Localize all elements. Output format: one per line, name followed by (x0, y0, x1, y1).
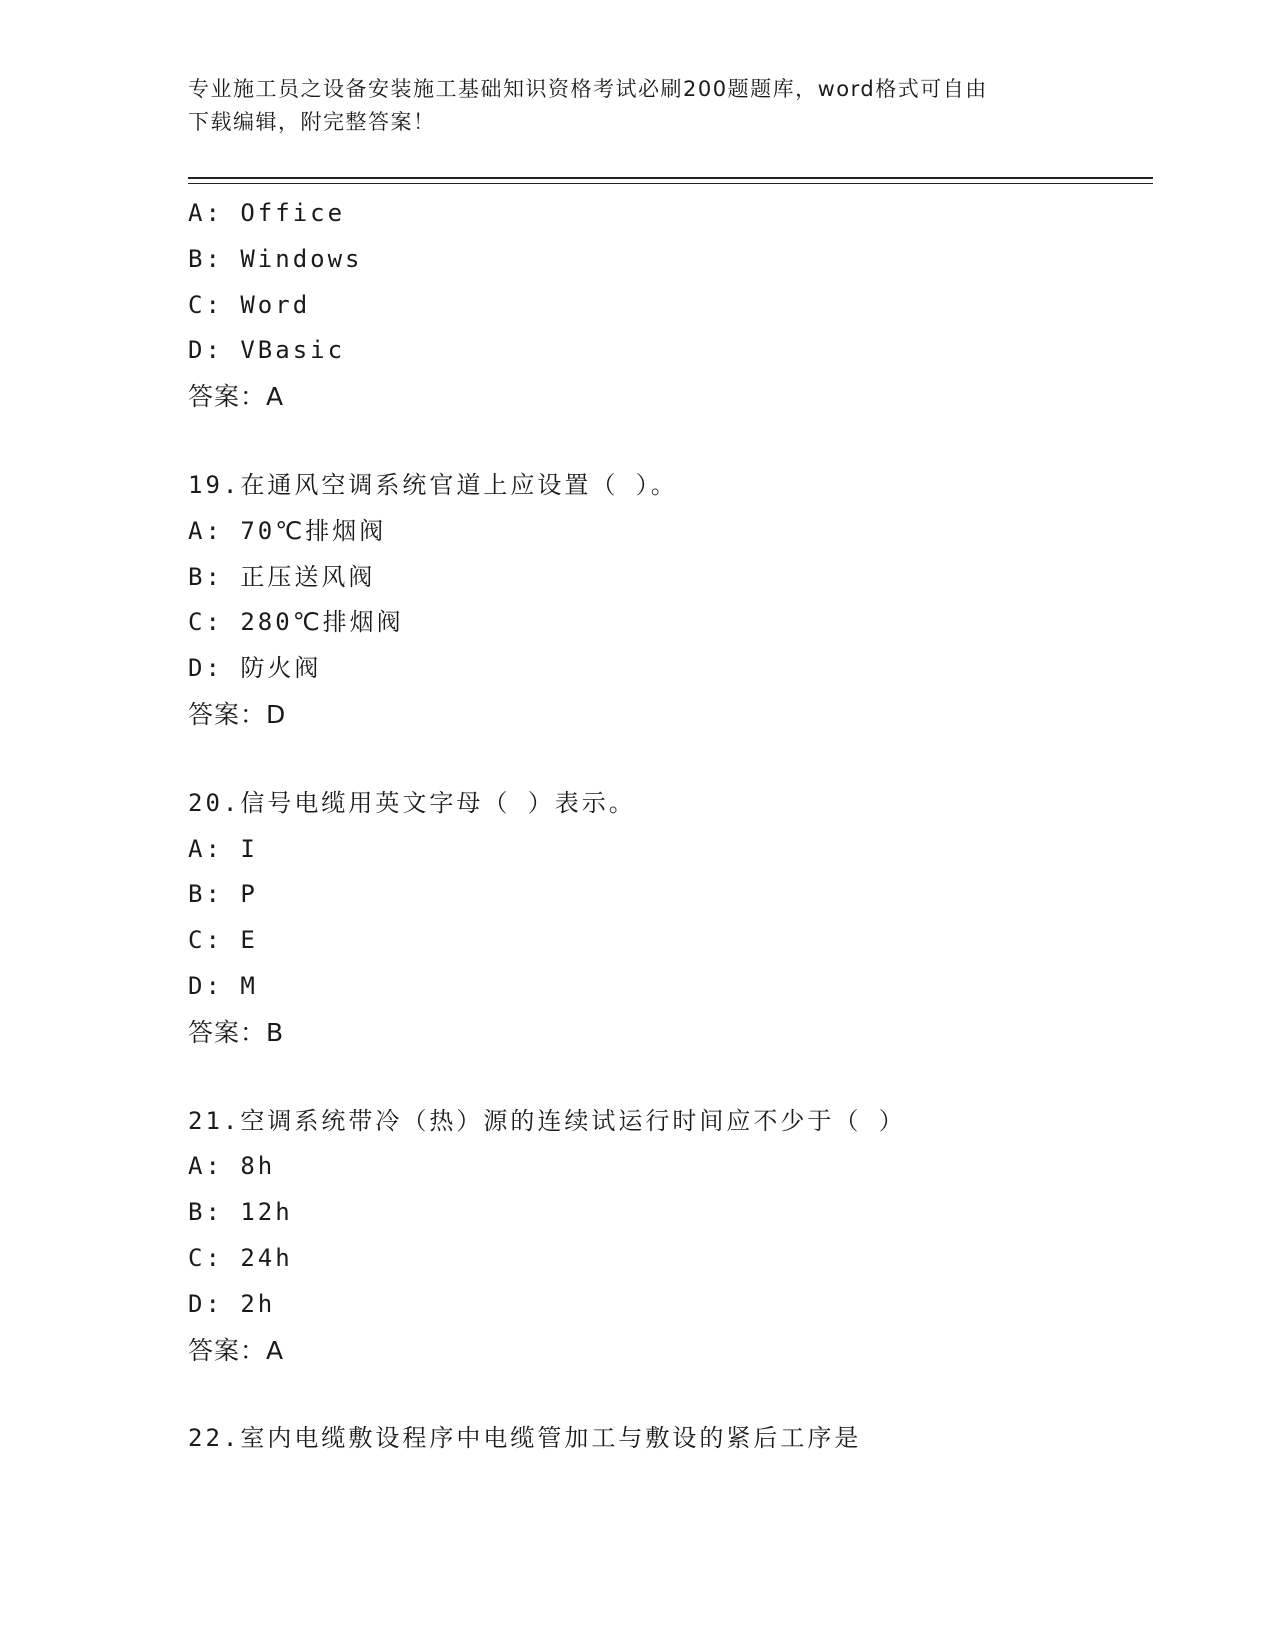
option-c: C: Word (188, 290, 311, 319)
option-b: B: 正压送风阀 (188, 562, 376, 591)
option-a: A: 70℃排烟阀 (188, 516, 387, 545)
header-divider-thin (188, 183, 1153, 184)
option-d: D: M (188, 971, 258, 1000)
block-spacer (188, 1056, 1148, 1099)
question-text: 21.空调系统带冷（热）源的连续试运行时间应不少于（ ） (188, 1106, 906, 1135)
option-b: B: Windows (188, 244, 363, 273)
header-line-2: 下载编辑，附完整答案！ (188, 110, 436, 134)
option-d: D: 防火阀 (188, 654, 322, 683)
question-text: 20.信号电缆用英文字母（ ）表示。 (188, 788, 636, 817)
question-block (188, 1416, 1148, 1462)
option-a: A: 8h (188, 1152, 276, 1181)
block-spacer (188, 738, 1148, 781)
answer-line: 答案：A (188, 1335, 285, 1365)
option-c: C: 280℃排烟阀 (188, 608, 404, 637)
question-block (188, 781, 1148, 1056)
block-spacer (188, 420, 1148, 463)
option-b: B: 12h (188, 1198, 293, 1227)
answer-line: 答案：A (188, 382, 285, 412)
question-list (188, 191, 1148, 1462)
question-text: 19.在通风空调系统官道上应设置（ ）。 (188, 470, 678, 499)
answer-line: 答案：D (188, 699, 287, 729)
question-block (188, 1099, 1148, 1374)
answer-line: 答案：B (188, 1017, 285, 1047)
header-divider-thick (188, 177, 1153, 179)
option-c: C: E (188, 926, 258, 955)
question-block (188, 191, 1148, 420)
option-c: C: 24h (188, 1243, 293, 1272)
option-d: D: 2h (188, 1289, 276, 1318)
header-line-1: 专业施工员之设备安装施工基础知识资格考试必刷200题题库，word格式可自由 (188, 77, 988, 101)
block-spacer (188, 1373, 1148, 1416)
option-a: A: I (188, 834, 258, 863)
question-block (188, 463, 1148, 738)
option-b: B: P (188, 880, 258, 909)
option-a: A: Office (188, 199, 346, 227)
document-header (188, 73, 1088, 139)
question-text: 22.室内电缆敷设程序中电缆管加工与敷设的紧后工序是 (188, 1424, 862, 1453)
option-d: D: VBasic (188, 336, 346, 365)
